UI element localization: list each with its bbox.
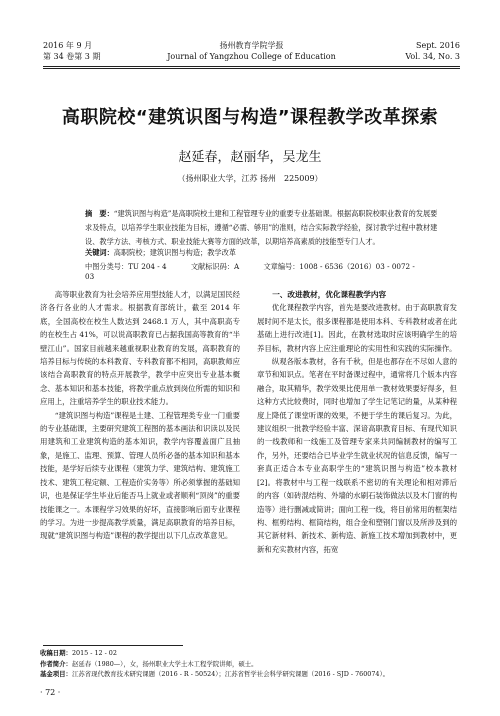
- received-date: 收稿日期：2015 - 12 - 02: [40, 649, 117, 657]
- page-number: · 72 ·: [40, 688, 61, 697]
- footnote-rule: [43, 645, 183, 646]
- issue-date: 2016 年 9 月 第 34 卷第 3 期: [43, 41, 101, 61]
- header-rule-top: [43, 66, 460, 67]
- footnotes: [40, 648, 460, 680]
- body-right-column: [257, 288, 457, 556]
- classification-line: [85, 262, 442, 281]
- keywords-label: 关键词：: [85, 248, 114, 257]
- abstract-label: 摘 要：: [85, 209, 114, 218]
- header-rule-bottom: [43, 68, 460, 69]
- keywords-text: 高职院校；建筑识图与构造；教学改革: [113, 248, 236, 257]
- keywords: [85, 248, 236, 258]
- abstract-text: “建筑识图与构造”是高职院校土建和工程管理专业的重要专业基础课。根据高职院校职业教育的发展要求及特点，以培养学生职业技能为目标，遵循“必需、够用”的准则，结合实际教学经验，探讨教学过程中教材建设、教学方法、考核方式、职业技能大赛等方面的改革，以期培养高素质的技能型专门人才。: [85, 209, 438, 246]
- body-left-column: [40, 288, 240, 543]
- affiliation: （扬州职业大学，江苏 扬州 225009）: [177, 174, 323, 183]
- authors: 赵延春，赵丽华，吴龙生: [178, 150, 322, 165]
- volume-info: Sept. 2016 Vol. 34, No. 3: [405, 41, 460, 61]
- paragraph: “建筑识图与构造”课程是土建、工程管理类专业一门重要的专业基础课，主要研究建筑工程图的基本画法和识读以及民用建筑和工业建筑构造的基本知识，教学内容覆盖面广且抽象，是施工、监理、预算、管理人员所必备的基本知识和基本技能，是学好后续专业课程（建筑力学、建筑结构、建筑施工技术、建筑工程定额、工程造价实务等）所必须掌握的基础知识，也是保证学生毕业后能否马上就业或者顺利“顶岗”的重要技能课之一。本课程学习效果的好坏，直接影响后面专业课程的学习。为进一步提高教学质量，满足高职教育的培养目标，现就“建筑识图与构造”课程的教学提出以下几点改革意见。: [40, 410, 240, 541]
- journal-name: 扬州教育学院学报 Journal of Yangzhou College of Education: [167, 41, 336, 61]
- article-title: 高职院校“建筑识图与构造”课程教学改革探索: [61, 107, 439, 128]
- document-code: 文献标识码：A: [190, 262, 240, 271]
- abstract: [85, 207, 442, 249]
- article-number: 文章编号：1008 - 6536（2016）03 - 0072 - 03: [85, 262, 415, 281]
- fund-info: 基金项目：江苏省现代教育技术研究课题（2016 - R - 50524）；江苏省哲学社会科学研究课题（2016 - SJD - 760074）。: [40, 670, 390, 678]
- author-bio: 作者简介：赵延春（1980—），女，扬州职业大学土木工程学院讲师，硕士。: [40, 659, 258, 668]
- paragraph: 优化课程教学内容，首先是要改进教材。由于高职教育发展时间不是太长，很多课程都是使用本科、专科教材或者在此基础上进行改进[1]。因此，在教材选取时应该明确学生的培养目标，教材内容上应注重理论的实用性和实践的实际操作。: [257, 303, 457, 353]
- paragraph: 高等职业教育为社会培养应用型技能人才，以满足国民经济各行各业的人才需求。根据教育部统计，截至 2014 年底，全国高校在校生人数达到 2468.1 万人，其中高职高专的在校生占 41%，可以说高职教育已占据我国高等教育的“半壁江山”。国家目前越来越重视职业教育的发展，高职教育的培养目标与传统的本科教育、专科教育都不相同，高职教师应该结合高职教育的特点开展教学，教学中应突出专业基本概念、基本知识和基本技能，将教学重点放到岗位所需的知识和应用上，注重培养学生的职业技术能力。: [40, 290, 240, 407]
- section-heading: 一、改进教材，优化课程教学内容: [272, 290, 387, 299]
- class-number: 中图分类号：TU 204 - 4: [85, 262, 167, 271]
- paragraph: 纵观各版本教材，各有千秋，但是也都存在不尽如人意的章节和知识点。笔者在平时备课过程中，通常将几个版本内容融合，取其精华，教学效果比使用单一教材效果要好得多，但这种方式比较费时，同时也增加了学生记笔记的量，从某种程度上降低了课堂听课的效果，不便于学生的课后复习。为此，建议组织一批教学经验丰富、深谙高职教育目标、有现代知识的一线教师和一线施工及管理专家来共同编制教材的编写工作，另外，还要结合已毕业学生就业状况的信息反馈，编写一套真正适合本专业高职学生的“建筑识图与构造”校本教材[2]。将教材中与工程一线联系不密切的有关理论和相对滞后的内容（如砖混结构、外墙的水刷石装饰做法以及木门窗的构造等）进行删减或简讲；面向工程一线，将目前常用的框架结构、框剪结构、框筒结构，组合金和塑钢门窗以及所涉及到的其它新材料、新技术、新构造、新施工技术增加到教材中，更新和充实教材内容，拓宽: [257, 357, 457, 554]
